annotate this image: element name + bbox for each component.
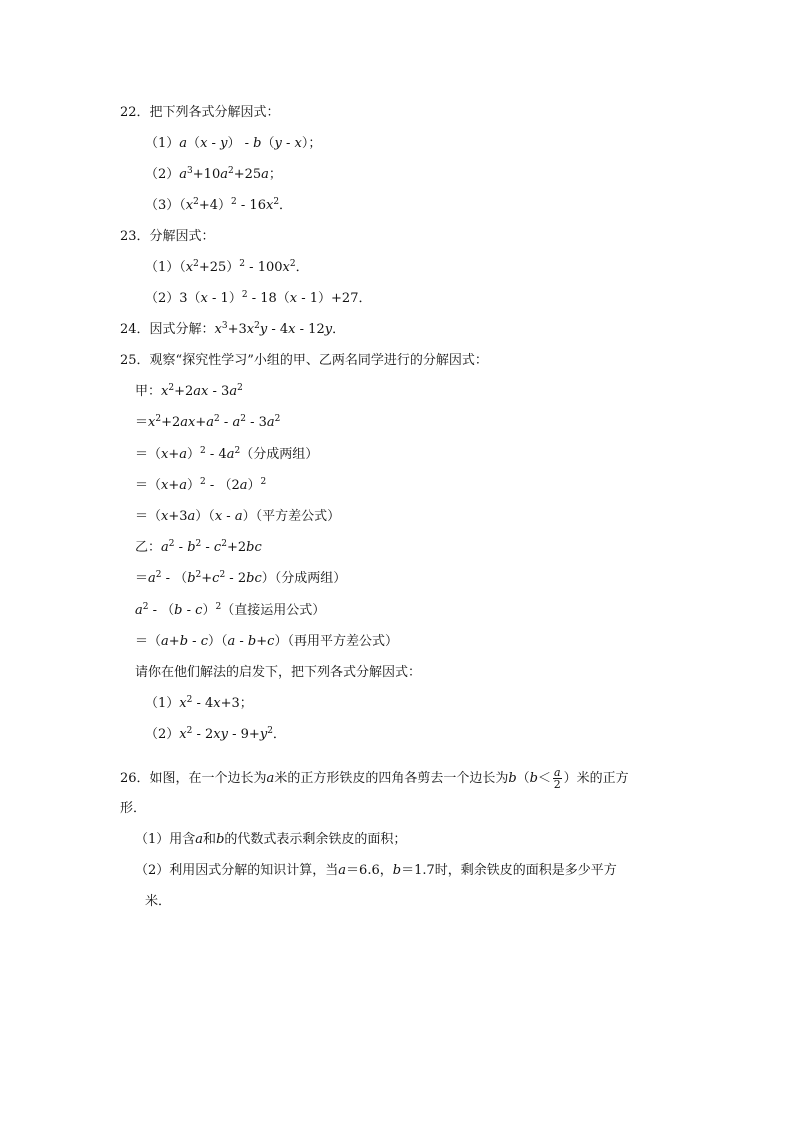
q25-yi-line-4: ＝（a+b - c）（a - b+c）（再用平方差公式）	[135, 634, 398, 649]
fraction-a-over-2: $\frac{a}{2}$	[553, 766, 561, 791]
q23-part-2: （2）3（x - 1）$^2$ - 18（x - 1）+27．	[145, 290, 372, 306]
q25-part-1: $(1)x^2 - 4x+3$；	[145, 695, 253, 711]
q25-jia-line-5: ＝（x+3a）（x - a）（平方差公式）	[135, 509, 341, 524]
q26-line-1: 26．如图，在一个边长为a米的正方形铁皮的四角各剪去一个边长为b（b＜ $\frac{a}{2}$ ）米的正方	[120, 766, 629, 791]
q26-part-1: （1）用含a和b的代数式表示剩余铁皮的面积；	[135, 832, 407, 847]
q25-yi-line-3: $a^2 - (b - c)^2$（直接运用公式）	[135, 602, 326, 618]
q25-ask: 请你在他们解法的启发下，把下列各式分解因式：	[135, 665, 422, 680]
q25-yi-line-1: 乙：$a^2 - b^2 - c^2+2bc$	[135, 539, 262, 555]
q23-part-1: $(1)(x^2+25)^2 - 100x^2$．	[145, 259, 309, 275]
q26-line-2: 形．	[120, 801, 147, 816]
q25-jia-line-2: $=x^2+2ax+a^2 - a^2 - 3a^2$	[135, 414, 281, 430]
q25-title: 25．观察“探究性学习”小组的甲、乙两名同学进行的分解因式：	[120, 353, 488, 368]
q25-jia-line-4: $=(x+a)^2 - (2a)^2$	[135, 477, 267, 493]
q22-title: 22．把下列各式分解因式：	[120, 105, 280, 120]
q23-title: 23．分解因式：	[120, 229, 215, 244]
q25-yi-line-2: $=a^2 - (b^2+c^2 - 2bc)$（分成两组）	[135, 570, 347, 586]
q25-jia-line-3: $=(x+a)^2 - 4a^2$（分成两组）	[135, 446, 319, 462]
q26-part-2-continued: 米．	[145, 894, 172, 909]
q25-part-2: $(2)x^2 - 2xy - 9+y^2$．	[145, 726, 286, 742]
q24-line: 24．因式分解：$x^3+3x^2y - 4x - 12y$．	[120, 321, 346, 337]
q26-part-2: （2）利用因式分解的知识计算，当a＝6.6，b＝1.7时，剩余铁皮的面积是多少平方	[135, 863, 617, 878]
q25-jia-line-1: 甲：$x^2+2ax - 3a^2$	[135, 383, 243, 399]
q22-part-2: $(2)a^3+10a^2+25a$；	[145, 166, 282, 182]
q22-part-1: （1）a（x - y） - b（y - x）；	[145, 136, 322, 151]
q22-part-3: $(3)(x^2+4)^2 - 16x^2$．	[145, 197, 293, 213]
